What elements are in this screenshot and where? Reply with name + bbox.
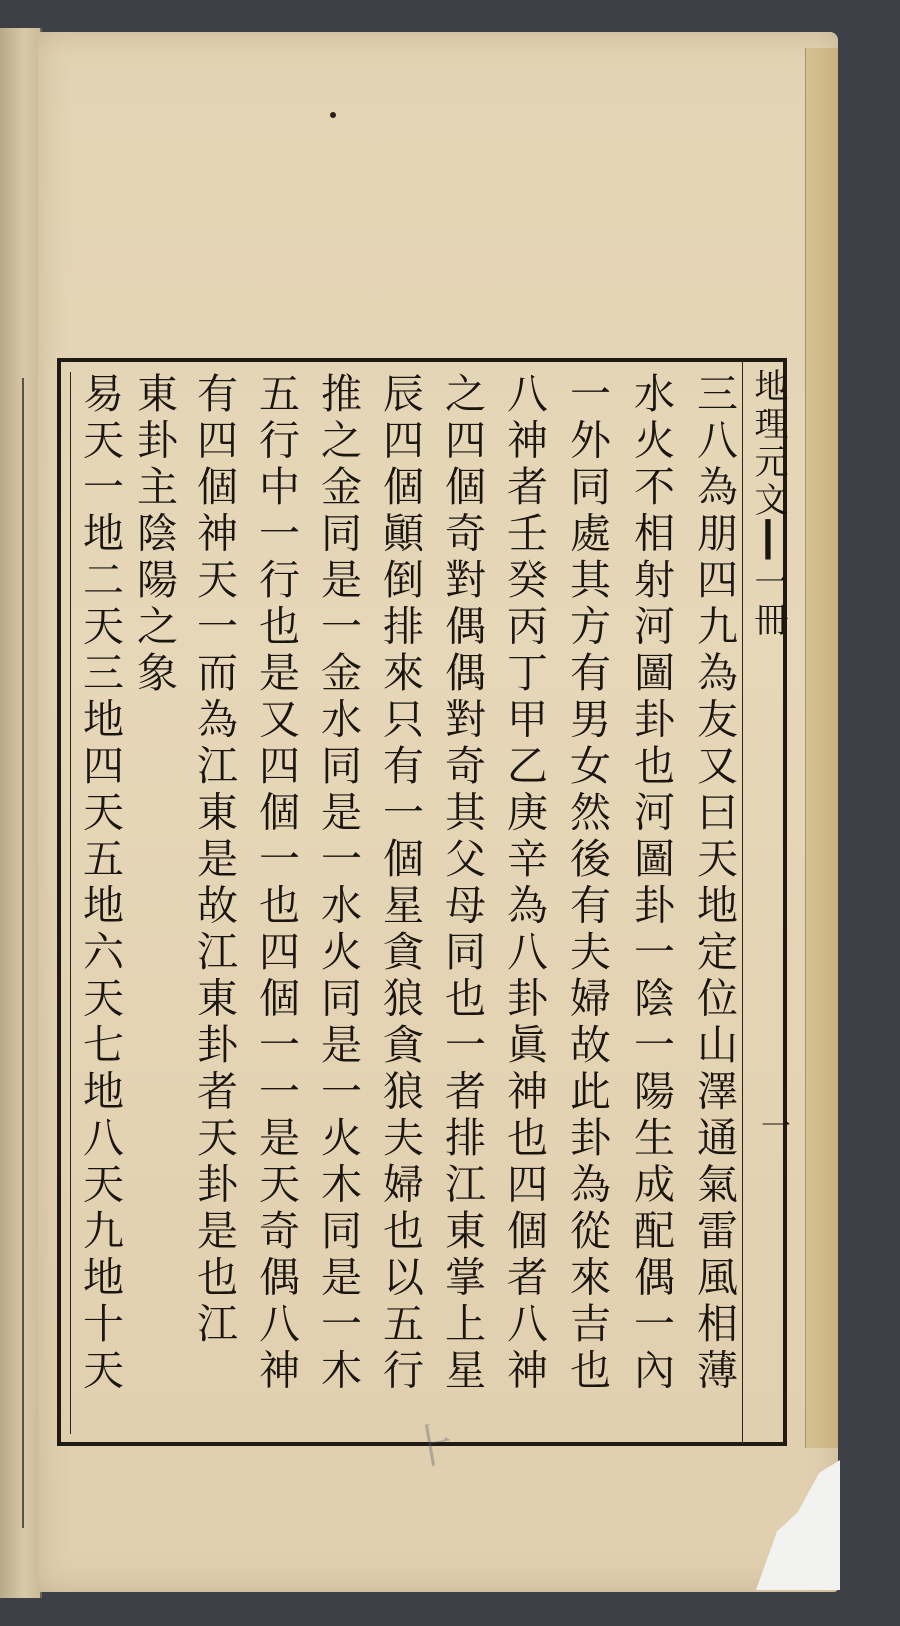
text-column-4: 八神者壬癸丙丁甲乙庚辛為八卦眞神也四個者八神 <box>500 372 548 1395</box>
text-column-2: 水火不相射河圖卦也河圖卦一陰一陽生成配偶一內 <box>627 372 675 1395</box>
text-column-1: 三八為朋四九為友又曰天地定位山澤通氣雷風相薄 <box>690 372 738 1395</box>
folio-number: 一 <box>755 1110 790 1140</box>
adjacent-page-edge <box>0 28 42 1598</box>
text-column-10: 東卦主陰陽之象 <box>130 372 178 698</box>
text-column-6: 辰四個顚倒排來只有一個星貪狼貪狼夫婦也以五行 <box>376 372 424 1395</box>
text-column-9: 有四個神天一而為江東是故江東卦者天卦是也江 <box>190 372 238 1349</box>
text-column-5: 之四個奇對偶偶對奇其父母同也一者排江東掌上星 <box>438 372 486 1395</box>
text-column-3: 一外同處其方有男女然後有夫婦故此卦為從來吉也 <box>563 372 611 1395</box>
book-volume: 一冊 <box>748 564 788 640</box>
faded-stamp: ⺊ <box>407 1415 463 1477</box>
ink-dot <box>330 112 336 118</box>
text-column-7: 推之金同是一金水同是一水火同是一火木同是一木 <box>314 372 362 1395</box>
text-column-8: 五行中一行也是又四個一也四個一一是天奇偶八神 <box>252 372 300 1395</box>
text-column-11: 易天一地二天三地四天五地六天七地八天九地十天 <box>76 372 124 1395</box>
book-title-text: 地理元文 <box>748 368 788 520</box>
book-title: 地理元文┃一冊 <box>748 368 788 640</box>
page-fold-strip <box>805 48 838 1448</box>
